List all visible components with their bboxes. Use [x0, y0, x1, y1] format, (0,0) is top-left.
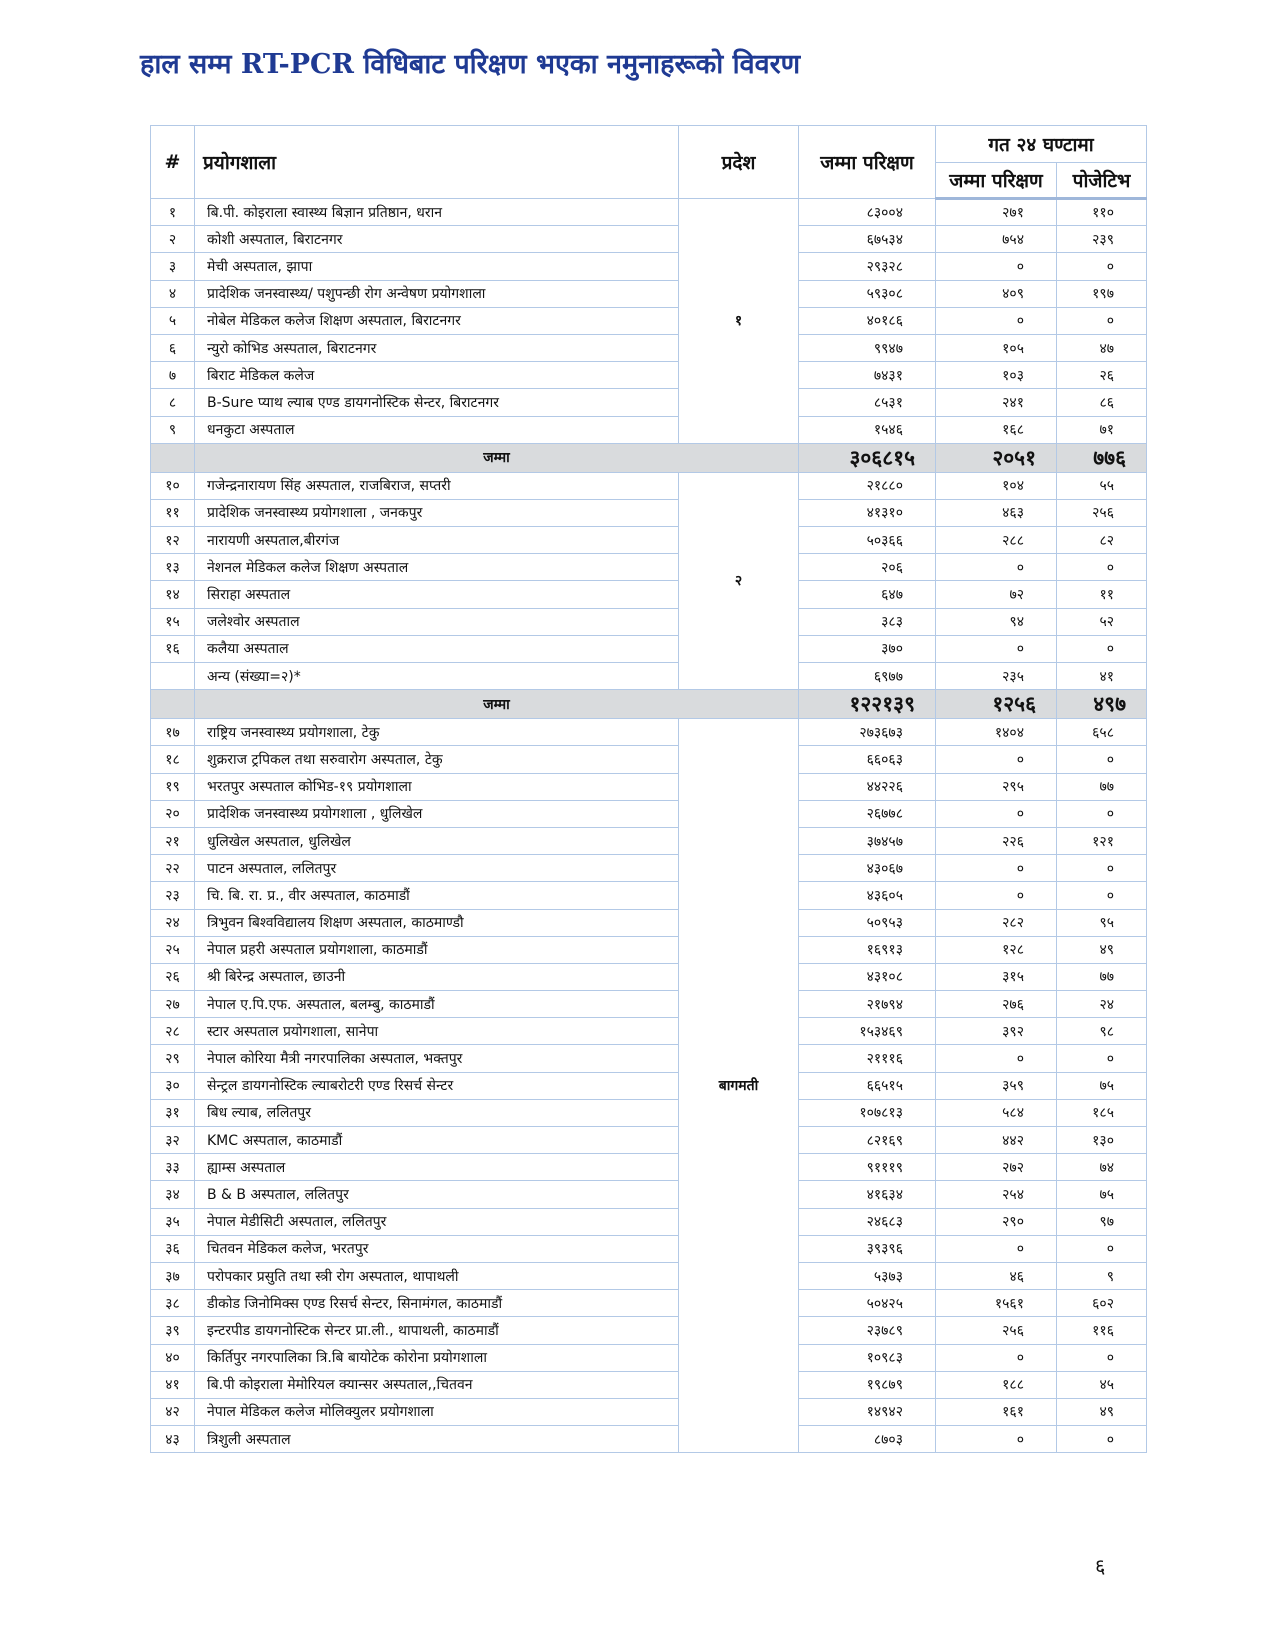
row-number: ८ — [151, 389, 195, 416]
row-number: ३९ — [151, 1317, 195, 1344]
lab-name: बिध ल्याब, ललितपुर — [195, 1099, 679, 1126]
last-24-tests: ४०९ — [936, 280, 1057, 307]
table-row — [151, 827, 1147, 854]
last-24-positive: ७७ — [1057, 963, 1147, 990]
last-24-tests: १०३ — [936, 362, 1057, 389]
lab-name: KMC अस्पताल, काठमाडौं — [195, 1127, 679, 1154]
header-number: # — [151, 126, 195, 199]
lab-name: श्री बिरेन्द्र अस्पताल, छाउनी — [195, 963, 679, 990]
total-tests: ४१३१० — [799, 499, 936, 526]
total-tests: ५०४२५ — [799, 1290, 936, 1317]
lab-name: न्युरो कोभिड अस्पताल, बिराटनगर — [195, 334, 679, 361]
total-tests: २१८८० — [799, 472, 936, 499]
total-tests: ४३१०८ — [799, 963, 936, 990]
lab-name: ह्याम्स अस्पताल — [195, 1154, 679, 1181]
last-24-positive: ९७ — [1057, 1208, 1147, 1235]
row-number: १५ — [151, 608, 195, 635]
total-tests: ४४२२६ — [799, 773, 936, 800]
table-row — [151, 1181, 1147, 1208]
subtotal-last-24-positive: ४९७ — [1057, 690, 1147, 719]
total-tests: १६९१३ — [799, 936, 936, 963]
total-tests: ३७४५७ — [799, 827, 936, 854]
table-body — [151, 199, 1147, 1453]
province-cell: बागमती — [679, 719, 799, 1453]
province-cell: २ — [679, 472, 799, 690]
row-number: ४० — [151, 1344, 195, 1371]
row-number: २८ — [151, 1018, 195, 1045]
last-24-tests: ७५४ — [936, 226, 1057, 253]
last-24-positive: ८६ — [1057, 389, 1147, 416]
table-row — [151, 1426, 1147, 1453]
subtotal-row — [151, 690, 1147, 719]
header-last-24-tests: जम्मा परिक्षण — [936, 163, 1057, 199]
last-24-positive: ० — [1057, 1426, 1147, 1453]
last-24-tests: ३१५ — [936, 963, 1057, 990]
last-24-tests: ३९२ — [936, 1018, 1057, 1045]
total-tests: ३८३ — [799, 608, 936, 635]
row-number: ३१ — [151, 1099, 195, 1126]
lab-name: नेपाल कोरिया मैत्री नगरपालिका अस्पताल, भक्तपुर — [195, 1045, 679, 1072]
last-24-positive: ७१ — [1057, 416, 1147, 443]
lab-name: प्रादेशिक जनस्वास्थ्य प्रयोगशाला , धुलिखेल — [195, 800, 679, 827]
lab-name: नारायणी अस्पताल,बीरगंज — [195, 527, 679, 554]
total-tests: २७३६७३ — [799, 719, 936, 746]
row-number: ४२ — [151, 1398, 195, 1425]
total-tests: २१७९४ — [799, 991, 936, 1018]
last-24-tests: २९५ — [936, 773, 1057, 800]
total-tests: १५३४६९ — [799, 1018, 936, 1045]
total-tests: १९८७९ — [799, 1371, 936, 1398]
last-24-tests: १५६१ — [936, 1290, 1057, 1317]
last-24-positive: ४९ — [1057, 936, 1147, 963]
table-row — [151, 280, 1147, 307]
table-row — [151, 389, 1147, 416]
table-row — [151, 1290, 1147, 1317]
row-number: ६ — [151, 334, 195, 361]
total-tests: १०७८१३ — [799, 1099, 936, 1126]
last-24-tests: ० — [936, 554, 1057, 581]
row-number: ७ — [151, 362, 195, 389]
total-tests: २०६ — [799, 554, 936, 581]
lab-name: राष्ट्रिय जनस्वास्थ्य प्रयोगशाला, टेकु — [195, 719, 679, 746]
last-24-positive: ११६ — [1057, 1317, 1147, 1344]
last-24-positive: ११० — [1057, 199, 1147, 226]
last-24-tests: ० — [936, 253, 1057, 280]
table-row — [151, 1371, 1147, 1398]
table-row — [151, 226, 1147, 253]
lab-name: स्टार अस्पताल प्रयोगशाला, सानेपा — [195, 1018, 679, 1045]
page-title: हाल सम्म RT-PCR विधिबाट परिक्षण भएका नमुनाहरूको विवरण — [140, 49, 801, 80]
last-24-tests: ० — [936, 307, 1057, 334]
row-number: ३६ — [151, 1235, 195, 1262]
row-number: ३७ — [151, 1262, 195, 1289]
last-24-tests: २८२ — [936, 909, 1057, 936]
last-24-tests: ७२ — [936, 581, 1057, 608]
table-row — [151, 199, 1147, 226]
last-24-tests: ० — [936, 800, 1057, 827]
last-24-positive: ० — [1057, 253, 1147, 280]
last-24-positive: ० — [1057, 635, 1147, 662]
table-row — [151, 554, 1147, 581]
row-number: ९ — [151, 416, 195, 443]
lab-name: त्रिशुली अस्पताल — [195, 1426, 679, 1453]
total-tests: ५९३०८ — [799, 280, 936, 307]
last-24-tests: ० — [936, 1045, 1057, 1072]
page-number: ६ — [1095, 1554, 1106, 1578]
table-row — [151, 499, 1147, 526]
row-number: ३४ — [151, 1181, 195, 1208]
last-24-positive: ७४ — [1057, 1154, 1147, 1181]
table-row — [151, 746, 1147, 773]
row-number: ३३ — [151, 1154, 195, 1181]
last-24-positive: ० — [1057, 554, 1147, 581]
last-24-tests: ० — [936, 882, 1057, 909]
lab-name: B & B अस्पताल, ललितपुर — [195, 1181, 679, 1208]
table-row — [151, 527, 1147, 554]
table-row — [151, 472, 1147, 499]
table-row — [151, 1317, 1147, 1344]
lab-name: त्रिभुवन बिश्वविद्यालय शिक्षण अस्पताल, काठमाण्डौ — [195, 909, 679, 936]
table-row — [151, 1154, 1147, 1181]
table-row — [151, 1344, 1147, 1371]
table-row — [151, 800, 1147, 827]
row-number: १० — [151, 472, 195, 499]
last-24-positive: ५२ — [1057, 608, 1147, 635]
table-row — [151, 1045, 1147, 1072]
lab-name: B-Sure प्याथ ल्याब एण्ड डायगनोस्टिक सेन्टर, बिराटनगर — [195, 389, 679, 416]
table-row — [151, 1072, 1147, 1099]
row-number: ४ — [151, 280, 195, 307]
last-24-tests: २४१ — [936, 389, 1057, 416]
lab-name: प्रादेशिक जनस्वास्थ्य प्रयोगशाला , जनकपुर — [195, 499, 679, 526]
total-tests: २६७७८ — [799, 800, 936, 827]
table-row — [151, 719, 1147, 746]
last-24-tests: ४४२ — [936, 1127, 1057, 1154]
row-number: २७ — [151, 991, 195, 1018]
lab-name: किर्तिपुर नगरपालिका त्रि.बि बायोटेक कोरोना प्रयोगशाला — [195, 1344, 679, 1371]
row-number: १२ — [151, 527, 195, 554]
table-row — [151, 909, 1147, 936]
subtotal-total-tests: ३०६८१५ — [799, 443, 936, 472]
subtotal-last-24-tests: २०५१ — [936, 443, 1057, 472]
province-cell: १ — [679, 199, 799, 444]
last-24-positive: ९५ — [1057, 909, 1147, 936]
last-24-positive: २३९ — [1057, 226, 1147, 253]
lab-name: बि.पी कोइराला मेमोरियल क्यान्सर अस्पताल,,चितवन — [195, 1371, 679, 1398]
last-24-positive: १९७ — [1057, 280, 1147, 307]
last-24-tests: २९० — [936, 1208, 1057, 1235]
table-row — [151, 362, 1147, 389]
lab-name: प्रादेशिक जनस्वास्थ्य/ पशुपन्छी रोग अन्वेषण प्रयोगशाला — [195, 280, 679, 307]
row-number: २६ — [151, 963, 195, 990]
last-24-positive: ४१ — [1057, 663, 1147, 690]
table-row — [151, 991, 1147, 1018]
total-tests: ७४३१ — [799, 362, 936, 389]
lab-name: नेपाल ए.पि.एफ. अस्पताल, बलम्बु, काठमाडौं — [195, 991, 679, 1018]
row-number: ४३ — [151, 1426, 195, 1453]
lab-name: नेशनल मेडिकल कलेज शिक्षण अस्पताल — [195, 554, 679, 581]
header-last-24-hours: गत २४ घण्टामा — [936, 126, 1147, 163]
last-24-tests: ० — [936, 635, 1057, 662]
last-24-tests: १०५ — [936, 334, 1057, 361]
last-24-positive: २६ — [1057, 362, 1147, 389]
total-tests: ४३६०५ — [799, 882, 936, 909]
total-tests: ५३७३ — [799, 1262, 936, 1289]
last-24-positive: ६०२ — [1057, 1290, 1147, 1317]
table-row — [151, 334, 1147, 361]
row-number: ३० — [151, 1072, 195, 1099]
last-24-tests: ४६ — [936, 1262, 1057, 1289]
last-24-positive: १३० — [1057, 1127, 1147, 1154]
total-tests: ३७० — [799, 635, 936, 662]
last-24-positive: ७७ — [1057, 773, 1147, 800]
row-number: २२ — [151, 855, 195, 882]
total-tests: ६४७ — [799, 581, 936, 608]
lab-test-table — [150, 125, 1147, 1453]
last-24-tests: ४६३ — [936, 499, 1057, 526]
last-24-tests: १६८ — [936, 416, 1057, 443]
total-tests: ५०३६६ — [799, 527, 936, 554]
last-24-positive: ८२ — [1057, 527, 1147, 554]
header-last-24-positive: पोजेटिभ — [1057, 163, 1147, 199]
lab-name: नोबेल मेडिकल कलेज शिक्षण अस्पताल, बिराटनगर — [195, 307, 679, 334]
lab-name: धुलिखेल अस्पताल, धुलिखेल — [195, 827, 679, 854]
total-tests: २४६८३ — [799, 1208, 936, 1235]
last-24-tests: ३५९ — [936, 1072, 1057, 1099]
row-number: १४ — [151, 581, 195, 608]
lab-name: डीकोड जिनोमिक्स एण्ड रिसर्च सेन्टर, सिनामंगल, काठमाडौं — [195, 1290, 679, 1317]
lab-name: बि.पी. कोइराला स्वास्थ्य बिज्ञान प्रतिष्ठान, धरान — [195, 199, 679, 226]
total-tests: ५०९५३ — [799, 909, 936, 936]
last-24-tests: ९४ — [936, 608, 1057, 635]
table-row — [151, 1262, 1147, 1289]
row-number: २० — [151, 800, 195, 827]
subtotal-blank — [151, 690, 195, 719]
lab-name: भरतपुर अस्पताल कोभिड-१९ प्रयोगशाला — [195, 773, 679, 800]
last-24-positive: ६५८ — [1057, 719, 1147, 746]
row-number: १९ — [151, 773, 195, 800]
total-tests: २३७८९ — [799, 1317, 936, 1344]
total-tests: १४९४२ — [799, 1398, 936, 1425]
lab-name: अन्य (संख्या=२)* — [195, 663, 679, 690]
lab-name: सेन्ट्रल डायगनोस्टिक ल्याबरोटरी एण्ड रिसर्च सेन्टर — [195, 1072, 679, 1099]
subtotal-last-24-positive: ७७६ — [1057, 443, 1147, 472]
lab-name: धनकुटा अस्पताल — [195, 416, 679, 443]
row-number: २९ — [151, 1045, 195, 1072]
total-tests: ४०१८६ — [799, 307, 936, 334]
total-tests: ४१६३४ — [799, 1181, 936, 1208]
last-24-tests: २८८ — [936, 527, 1057, 554]
row-number: १६ — [151, 635, 195, 662]
header-total-tests: जम्मा परिक्षण — [799, 126, 936, 199]
row-number: ३५ — [151, 1208, 195, 1235]
last-24-tests: १८८ — [936, 1371, 1057, 1398]
last-24-tests: ० — [936, 855, 1057, 882]
total-tests: ४३०६७ — [799, 855, 936, 882]
total-tests: १५४६ — [799, 416, 936, 443]
total-tests: २१११६ — [799, 1045, 936, 1072]
total-tests: ६६०६३ — [799, 746, 936, 773]
table-row — [151, 936, 1147, 963]
last-24-positive: ० — [1057, 307, 1147, 334]
row-number: १७ — [151, 719, 195, 746]
header-lab: प्रयोगशाला — [195, 126, 679, 199]
table-row — [151, 1099, 1147, 1126]
last-24-positive: ४७ — [1057, 334, 1147, 361]
row-number: १३ — [151, 554, 195, 581]
last-24-positive: १८५ — [1057, 1099, 1147, 1126]
table-row — [151, 1018, 1147, 1045]
table-row — [151, 1208, 1147, 1235]
last-24-tests: १६१ — [936, 1398, 1057, 1425]
table-row — [151, 1127, 1147, 1154]
row-number: २ — [151, 226, 195, 253]
lab-name: जलेश्वोर अस्पताल — [195, 608, 679, 635]
total-tests: ८२१६९ — [799, 1127, 936, 1154]
lab-name: कलैया अस्पताल — [195, 635, 679, 662]
last-24-positive: ५५ — [1057, 472, 1147, 499]
row-number — [151, 663, 195, 690]
last-24-positive: ४५ — [1057, 1371, 1147, 1398]
lab-name: पाटन अस्पताल, ललितपुर — [195, 855, 679, 882]
table-row — [151, 773, 1147, 800]
last-24-tests: १२८ — [936, 936, 1057, 963]
row-number: ३ — [151, 253, 195, 280]
row-number: ५ — [151, 307, 195, 334]
lab-name: मेची अस्पताल, झापा — [195, 253, 679, 280]
last-24-positive: ० — [1057, 855, 1147, 882]
row-number: १८ — [151, 746, 195, 773]
last-24-positive: ७५ — [1057, 1181, 1147, 1208]
total-tests: ९९४७ — [799, 334, 936, 361]
table-row — [151, 882, 1147, 909]
row-number: २५ — [151, 936, 195, 963]
header-province: प्रदेश — [679, 126, 799, 199]
total-tests: १०९८३ — [799, 1344, 936, 1371]
lab-name: नेपाल मेडिकल कलेज मोलिक्युलर प्रयोगशाला — [195, 1398, 679, 1425]
total-tests: २९३२८ — [799, 253, 936, 280]
subtotal-row — [151, 443, 1147, 472]
total-tests: ६९७७ — [799, 663, 936, 690]
lab-name: कोशी अस्पताल, बिराटनगर — [195, 226, 679, 253]
last-24-positive: ९ — [1057, 1262, 1147, 1289]
last-24-positive: ० — [1057, 746, 1147, 773]
subtotal-blank — [151, 443, 195, 472]
row-number: २३ — [151, 882, 195, 909]
last-24-positive: ० — [1057, 1235, 1147, 1262]
total-tests: ६६५१५ — [799, 1072, 936, 1099]
last-24-tests: २३५ — [936, 663, 1057, 690]
lab-name: गजेन्द्रनारायण सिंह अस्पताल, राजबिराज, सप्तरी — [195, 472, 679, 499]
last-24-positive: ० — [1057, 1045, 1147, 1072]
total-tests: ३९३९६ — [799, 1235, 936, 1262]
subtotal-label: जम्मा — [195, 690, 799, 719]
lab-name: चितवन मेडिकल कलेज, भरतपुर — [195, 1235, 679, 1262]
total-tests: ६७५३४ — [799, 226, 936, 253]
row-number: ३२ — [151, 1127, 195, 1154]
last-24-tests: २५४ — [936, 1181, 1057, 1208]
last-24-positive: ० — [1057, 1344, 1147, 1371]
last-24-tests: २७६ — [936, 991, 1057, 1018]
table-header — [151, 126, 1147, 199]
last-24-positive: २५६ — [1057, 499, 1147, 526]
last-24-tests: ० — [936, 1426, 1057, 1453]
last-24-tests: २७२ — [936, 1154, 1057, 1181]
total-tests: ८५३१ — [799, 389, 936, 416]
last-24-tests: ० — [936, 1344, 1057, 1371]
row-number: २१ — [151, 827, 195, 854]
row-number: ११ — [151, 499, 195, 526]
table-row — [151, 1235, 1147, 1262]
lab-name: सिराहा अस्पताल — [195, 581, 679, 608]
last-24-tests: २५६ — [936, 1317, 1057, 1344]
lab-name: इन्टरपीड डायगनोस्टिक सेन्टर प्रा.ली., थापाथली, काठमाडौं — [195, 1317, 679, 1344]
lab-name: शुक्रराज ट्रपिकल तथा सरुवारोग अस्पताल, टेकु — [195, 746, 679, 773]
last-24-positive: ० — [1057, 800, 1147, 827]
subtotal-total-tests: १२२१३९ — [799, 690, 936, 719]
table-row — [151, 608, 1147, 635]
last-24-positive: ० — [1057, 882, 1147, 909]
table-row — [151, 581, 1147, 608]
last-24-tests: ५८४ — [936, 1099, 1057, 1126]
last-24-tests: ० — [936, 1235, 1057, 1262]
row-number: ३८ — [151, 1290, 195, 1317]
table-row — [151, 307, 1147, 334]
total-tests: ८३००४ — [799, 199, 936, 226]
last-24-tests: ० — [936, 746, 1057, 773]
table-row — [151, 253, 1147, 280]
table-row — [151, 416, 1147, 443]
table-row — [151, 963, 1147, 990]
total-tests: ८७०३ — [799, 1426, 936, 1453]
row-number: ४१ — [151, 1371, 195, 1398]
last-24-positive: ७५ — [1057, 1072, 1147, 1099]
last-24-tests: १०४ — [936, 472, 1057, 499]
last-24-positive: ११ — [1057, 581, 1147, 608]
lab-name: नेपाल मेडीसिटी अस्पताल, ललितपुर — [195, 1208, 679, 1235]
lab-name: बिराट मेडिकल कलेज — [195, 362, 679, 389]
last-24-positive: २४ — [1057, 991, 1147, 1018]
table-row — [151, 1398, 1147, 1425]
last-24-tests: २७१ — [936, 199, 1057, 226]
last-24-positive: ९८ — [1057, 1018, 1147, 1045]
table-row — [151, 855, 1147, 882]
lab-name: नेपाल प्रहरी अस्पताल प्रयोगशाला, काठमाडौं — [195, 936, 679, 963]
subtotal-last-24-tests: १२५६ — [936, 690, 1057, 719]
total-tests: ९१११९ — [799, 1154, 936, 1181]
last-24-tests: २२६ — [936, 827, 1057, 854]
row-number: २४ — [151, 909, 195, 936]
table-row — [151, 635, 1147, 662]
last-24-positive: १२१ — [1057, 827, 1147, 854]
lab-name: चि. बि. रा. प्र., वीर अस्पताल, काठमाडौं — [195, 882, 679, 909]
row-number: १ — [151, 199, 195, 226]
lab-name: परोपकार प्रसुति तथा स्त्री रोग अस्पताल, थापाथली — [195, 1262, 679, 1289]
subtotal-label: जम्मा — [195, 443, 799, 472]
last-24-tests: १४०४ — [936, 719, 1057, 746]
last-24-positive: ४९ — [1057, 1398, 1147, 1425]
table-row — [151, 663, 1147, 690]
